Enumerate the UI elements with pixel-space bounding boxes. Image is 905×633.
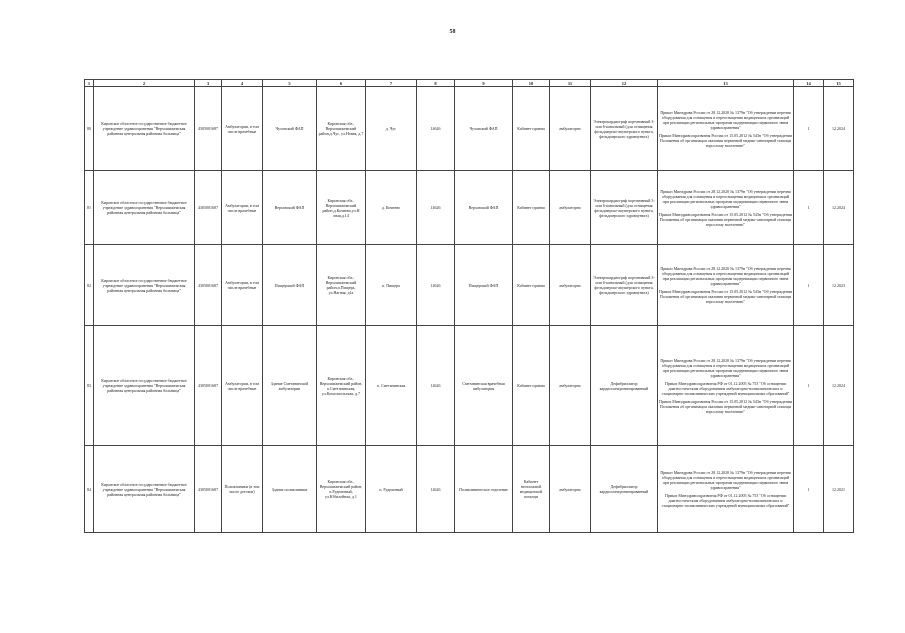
table-row <box>85 245 854 326</box>
basis-paragraph: Приказ Минздрава России от 28.12.2020 № 1379н "Об утверждении перечня оборудования для оснащения и переоснащения медицинских организаций при реализации региональных программ модернизации первичного звена здравоохранения" <box>660 266 791 286</box>
room-cell: Кабинет приема <box>513 245 550 326</box>
row-number: 82 <box>85 245 94 326</box>
equipment-cell: Электрокардиограф портативный 3- или 6-канальный (для оснащения фельдшерско-акушерского пункта, фельдшерского здравпункта) <box>591 245 658 326</box>
facility-type-cell: Амбулатории, в том числе врачебные <box>222 171 263 245</box>
unit-cell: Пищерский ФАП <box>263 245 317 326</box>
locality-cell: п. Пищера <box>366 245 417 326</box>
equipment-cell: Электрокардиограф портативный 3- или 6-канальный (для оснащения фельдшерско-акушерского пункта, фельдшерского здравпункта) <box>591 171 658 245</box>
col-header: 8 <box>417 80 455 87</box>
basis-paragraph: Приказ Минздрава России от 28.12.2020 № 1379н "Об утверждении перечня оборудования для оснащения и переоснащения медицинских организаций при реализации региональных программ модернизации первичного звена здравоохранения" <box>660 470 791 490</box>
date-cell: 12.2024 <box>824 87 854 171</box>
equipment-cell: Электрокардиограф портативный 3- или 6-канальный (для оснащения фельдшерско-акушерского пункта, фельдшерского здравпункта) <box>591 87 658 171</box>
col-header: 4 <box>222 80 263 87</box>
equipment-cell: Дефибриллятор кардиосинхронизированный <box>591 326 658 446</box>
col-header: 12 <box>591 80 658 87</box>
inn-cell: 4305001687 <box>195 326 222 446</box>
subunit-cell: Верховский ФАП <box>455 171 513 245</box>
room-cell: Кабинет приема <box>513 326 550 446</box>
basis-paragraph: Приказ Минздрава России от 28.12.2020 № 1379н "Об утверждении перечня оборудования для оснащения и переоснащения медицинских организаций при реализации региональных программ модернизации первичного звена здравоохранения" <box>660 188 791 209</box>
locality-cell: д. Кочнево <box>366 171 417 245</box>
locality-cell: д. Чус <box>366 87 417 171</box>
subunit-cell: Пищерский ФАП <box>455 245 513 326</box>
quantity-cell: 1 <box>794 245 824 326</box>
profile-cell: амбулаторно <box>550 245 591 326</box>
col-header: 11 <box>550 80 591 87</box>
code-cell: 14626 <box>417 171 455 245</box>
col-header: 10 <box>513 80 550 87</box>
basis-cell <box>658 326 794 446</box>
date-cell: 12.2024 <box>824 326 854 446</box>
basis-cell <box>658 171 794 245</box>
code-cell: 14626 <box>417 245 455 326</box>
page-number: 58 <box>449 29 456 35</box>
locality-cell: п. Рудничный <box>366 446 417 533</box>
profile-cell: амбулаторно <box>550 326 591 446</box>
room-cell: Кабинет приема <box>513 87 550 171</box>
unit-cell: Верховский ФАП <box>263 171 317 245</box>
quantity-cell: 1 <box>794 87 824 171</box>
organization-cell: Кировское областное государственное бюджетное учреждение здравоохранения "Верхошижемская районная центральная районная больница" <box>94 446 195 533</box>
col-header: 6 <box>317 80 366 87</box>
table-row <box>85 171 854 245</box>
col-header: 9 <box>455 80 513 87</box>
col-header: 7 <box>366 80 417 87</box>
subunit-cell: Поликлиническое отделение <box>455 446 513 533</box>
table-row <box>85 87 854 171</box>
basis-cell <box>658 245 794 326</box>
inn-cell: 4305001687 <box>195 87 222 171</box>
locality-cell: п. Сметанинская <box>366 326 417 446</box>
basis-paragraph: Приказ Минздравсоцразвития РФ от 01.12.2005 № 753 "Об оснащении диагностическим оборудованием амбулаторно-поликлинических и стационарно-поликлинических учреждений муниципальных образований" <box>661 493 790 508</box>
date-cell: 12.2021 <box>824 446 854 533</box>
code-cell: 14626 <box>417 87 455 171</box>
inn-cell: 4305001687 <box>195 245 222 326</box>
table-row <box>85 446 854 533</box>
row-number: 83 <box>85 326 94 446</box>
row-number: 81 <box>85 171 94 245</box>
equipment-table <box>84 79 854 533</box>
organization-cell: Кировское областное государственное бюджетное учреждение здравоохранения "Верхошижемская районная центральная районная больница" <box>94 87 195 171</box>
profile-cell: амбулаторно <box>550 171 591 245</box>
facility-type-cell: Амбулатории, в том числе врачебные <box>222 87 263 171</box>
basis-paragraph: Приказ Минздрава России от 28.12.2020 № 1379н "Об утверждении перечня оборудования для оснащения и переоснащения медицинских организаций при реализации региональных программ модернизации первичного звена здравоохранения" <box>660 357 791 378</box>
subunit-cell: Чуховский ФАП <box>455 87 513 171</box>
room-cell: Кабинет неотложной медицинской помощи <box>513 446 550 533</box>
basis-paragraph: Приказ Минздравсоцразвития РФ от 01.12.2005 № 753 "Об оснащении диагностическим оборудованием амбулаторно-поликлинических и стационарно-поликлинических учреждений муниципальных образований" <box>661 380 790 396</box>
date-cell: 12.2023 <box>824 245 854 326</box>
col-header: 1 <box>85 80 94 87</box>
code-cell: 14626 <box>417 326 455 446</box>
col-header: 5 <box>263 80 317 87</box>
date-cell: 12.2024 <box>824 171 854 245</box>
basis-cell <box>658 87 794 171</box>
facility-type-cell: Амбулатории, в том числе врачебные <box>222 326 263 446</box>
unit-cell: Здание Сметанинской амбулатории <box>263 326 317 446</box>
subunit-cell: Сметанинская врачебная амбулатория <box>455 326 513 446</box>
organization-cell: Кировское областное государственное бюджетное учреждение здравоохранения "Верхошижемская районная центральная районная больница" <box>94 326 195 446</box>
inn-cell: 4305001687 <box>195 446 222 533</box>
col-header: 14 <box>794 80 824 87</box>
quantity-cell: 1 <box>794 446 824 533</box>
room-cell: Кабинет приема <box>513 171 550 245</box>
basis-paragraph: Приказ Минздравсоцразвития России от 15.05.2012 № 543н "Об утверждении Положения об организации оказания первичной медико-санитарной помощи взрослому населению" <box>659 398 792 414</box>
profile-cell: амбулаторно <box>550 446 591 533</box>
address-cell: Кировская обл., Верхошижемский район, п.Сметанинская, ул.Комсомольская, д.7 <box>317 326 366 446</box>
organization-cell: Кировское областное государственное бюджетное учреждение здравоохранения "Верхошижемская районная центральная районная больница" <box>94 245 195 326</box>
address-cell: Кировская обл., Верхошижемский район, п.Рудничный, ул.Юбилейная, д.1 <box>317 446 366 533</box>
inn-cell: 4305001687 <box>195 171 222 245</box>
basis-paragraph: Приказ Минздравсоцразвития России от 15.05.2012 № 543н "Об утверждении Положения об организации оказания первичной медико-санитарной помощи взрослому населению" <box>659 289 792 304</box>
address-cell: Кировская обл., Верхошижемский район,д.Чус, ул.Новая, д.7 <box>317 87 366 171</box>
basis-paragraph: Приказ Минздравсоцразвития России от 15.05.2012 № 543н "Об утверждении Положения об организации оказания первичной медико-санитарной помощи взрослому населению" <box>659 132 792 148</box>
row-number: 84 <box>85 446 94 533</box>
quantity-cell: 1 <box>794 326 824 446</box>
col-header: 3 <box>195 80 222 87</box>
facility-type-cell: Поликлиники (в том числе детские) <box>222 446 263 533</box>
basis-paragraph: Приказ Минздрава России от 28.12.2020 № 1379н "Об утверждении перечня оборудования для оснащения и переоснащения медицинских организаций при реализации региональных программ модернизации первичного звена здравоохранения" <box>660 109 791 130</box>
col-header: 15 <box>824 80 854 87</box>
col-header: 13 <box>658 80 794 87</box>
unit-cell: Чуховский ФАП <box>263 87 317 171</box>
organization-cell: Кировское областное государственное бюджетное учреждение здравоохранения "Верхошижемская районная центральная районная больница" <box>94 171 195 245</box>
profile-cell: амбулаторно <box>550 87 591 171</box>
equipment-cell: Дефибриллятор кардиосинхронизированный <box>591 446 658 533</box>
row-number: 80 <box>85 87 94 171</box>
facility-type-cell: Амбулатории, в том числе врачебные <box>222 245 263 326</box>
basis-paragraph: Приказ Минздравсоцразвития России от 15.05.2012 № 543н "Об утверждении Положения об организации оказания первичной медико-санитарной помощи взрослому населению" <box>659 211 792 227</box>
address-cell: Кировская обл., Верхошижемский район,п.Пищера, ул.Нагная, д1а <box>317 245 366 326</box>
table-row <box>85 326 854 446</box>
unit-cell: Здание поликлиники <box>263 446 317 533</box>
quantity-cell: 1 <box>794 171 824 245</box>
col-header: 2 <box>94 80 195 87</box>
address-cell: Кировская обл., Верхошижемский район,д.Кочнево,ул.Н овая,д.14 <box>317 171 366 245</box>
header-row <box>85 80 854 87</box>
basis-cell <box>658 446 794 533</box>
code-cell: 14626 <box>417 446 455 533</box>
